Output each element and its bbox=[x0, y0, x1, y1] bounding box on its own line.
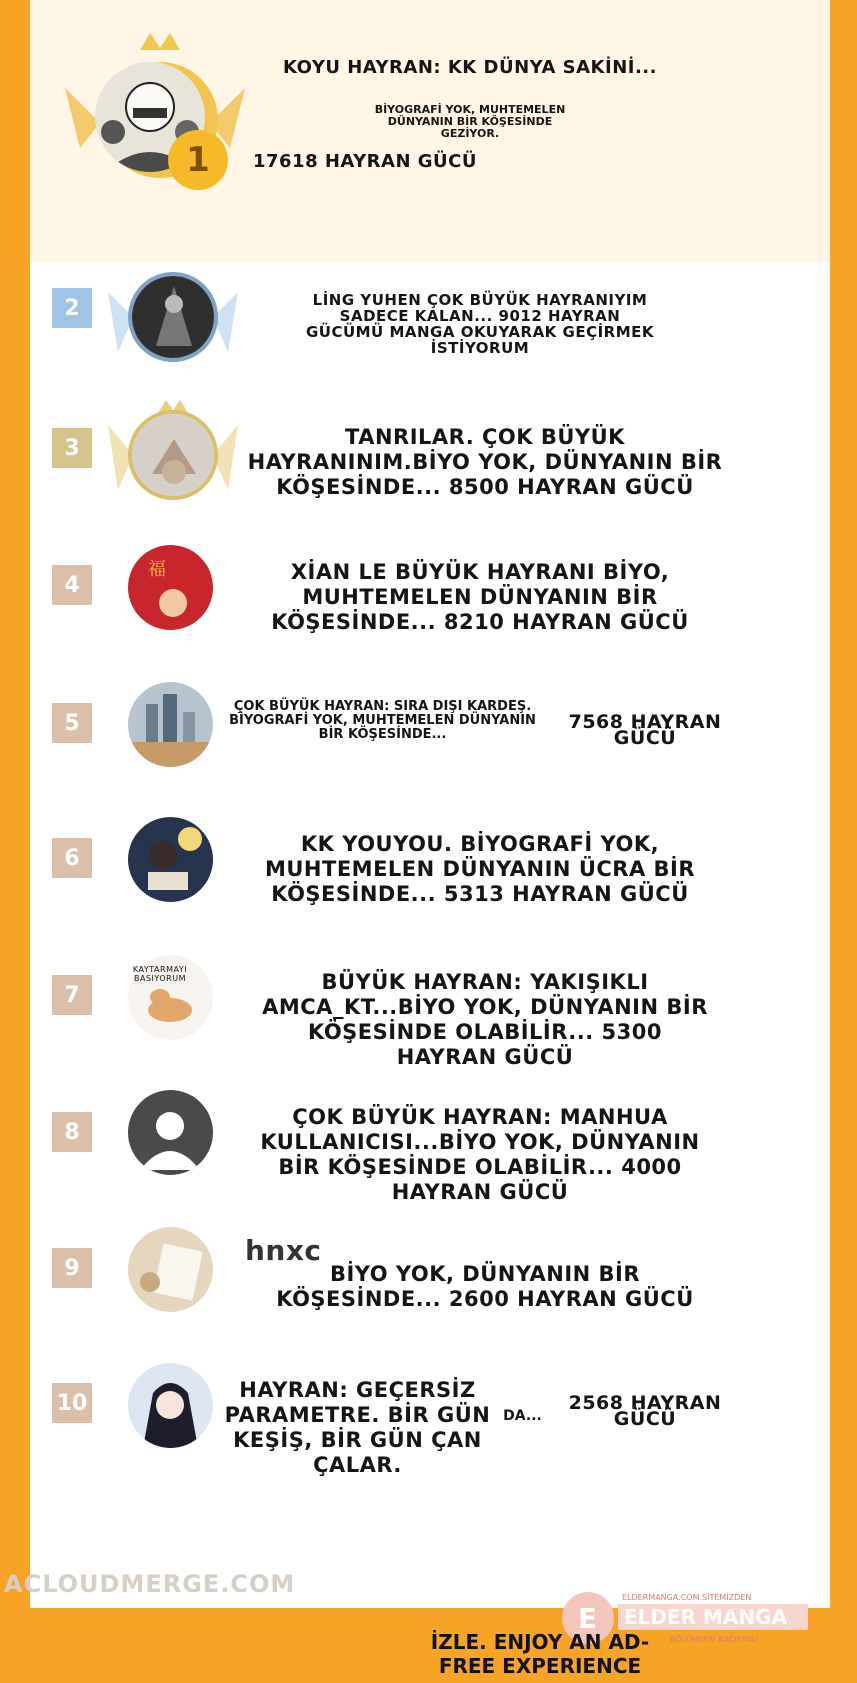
top-fan-bio: BİYOGRAFİ YOK, MUHTEMELEN DÜNYANIN BİR KÖŞESİNDE GEZİYOR. bbox=[374, 103, 566, 140]
rank-badge-3: 3 bbox=[52, 428, 92, 468]
watermark: ACLOUDMERGE.COM bbox=[4, 1570, 296, 1598]
rank-badge-6: 6 bbox=[52, 838, 92, 878]
row-text: BİYO YOK, DÜNYANIN BİR KÖŞESİNDE... 2600 HAYRAN GÜCÜ bbox=[276, 1262, 694, 1311]
row-power: 7568 HAYRAN GÜCÜ bbox=[568, 711, 722, 749]
avatar[interactable] bbox=[128, 545, 213, 630]
logo-tagline: ELDERMANGA.COM SİTEMİZDEN bbox=[622, 1593, 752, 1602]
rank-badge-4: 4 bbox=[52, 565, 92, 605]
row-extra: DA... bbox=[503, 1408, 542, 1424]
avatar[interactable] bbox=[128, 1090, 213, 1175]
row-name: hnxc bbox=[245, 1234, 322, 1267]
footer-text: İZLE. ENJOY AN AD-FREE EXPERIENCE bbox=[430, 1630, 650, 1678]
logo-name: ELDER MANGA bbox=[624, 1605, 788, 1629]
avatar[interactable] bbox=[128, 817, 213, 902]
row-text: XİAN LE BÜYÜK HAYRANI BİYO, MUHTEMELEN DÜNYANIN BİR KÖŞESİNDE... 8210 HAYRAN GÜCÜ bbox=[271, 560, 689, 634]
rank-badge-2: 2 bbox=[52, 288, 92, 328]
avatar[interactable] bbox=[128, 682, 213, 767]
row-text: ÇOK BÜYÜK HAYRAN: MANHUA KULLANICISI...BİYO YOK, DÜNYANIN BİR KÖŞESİNDE OLABİLİR... 4000 HAYRAN GÜCÜ bbox=[260, 1105, 700, 1204]
rank-badge-7: 7 bbox=[52, 975, 92, 1015]
rank-badge-10: 10 bbox=[52, 1383, 92, 1423]
top-fan-title: KOYU HAYRAN: KK DÜNYA SAKİNİ... bbox=[283, 57, 657, 78]
svg-text:福: 福 bbox=[148, 559, 166, 580]
avatar[interactable] bbox=[128, 1363, 213, 1448]
avatar-caption: KAYTARMAYI BASIYORUM bbox=[132, 965, 188, 983]
row-text: LİNG YUHEN ÇOK BÜYÜK HAYRANIYIM SADECE KALAN... 9012 HAYRAN GÜCÜMÜ MANGA OKUYARAK GEÇİRMEK İSTİYORUM bbox=[305, 291, 655, 357]
svg-text:E: E bbox=[578, 1602, 598, 1635]
rank-badge-5: 5 bbox=[52, 703, 92, 743]
avatar[interactable] bbox=[128, 1227, 213, 1312]
row-text: TANRILAR. ÇOK BÜYÜK HAYRANINIM.BİYO YOK, DÜNYANIN BİR KÖŞESİNDE... 8500 HAYRAN GÜCÜ bbox=[247, 425, 723, 499]
row-text: BÜYÜK HAYRAN: YAKIŞIKLI AMCA_KT...BİYO YOK, DÜNYANIN BİR KÖŞESİNDE OLABİLİR... 5300 HAYRAN GÜCÜ bbox=[262, 970, 708, 1069]
top-fan-power: 17618 HAYRAN GÜCÜ bbox=[252, 151, 478, 172]
logo-sub: BÖLÜMLERİ KAÇIRMA! bbox=[670, 1635, 758, 1644]
rank-badge-8: 8 bbox=[52, 1112, 92, 1152]
rank-badge-9: 9 bbox=[52, 1248, 92, 1288]
rank-badge-1: 1 bbox=[168, 130, 228, 190]
row-text: ÇOK BÜYÜK HAYRAN: SIRA DIŞI KARDEŞ. BİYOGRAFİ YOK, MUHTEMELEN DÜNYANIN BİR KÖŞESİNDE... bbox=[229, 699, 536, 742]
avatar[interactable] bbox=[128, 410, 218, 500]
row-text: KK YOUYOU. BİYOGRAFİ YOK, MUHTEMELEN DÜNYANIN ÜCRA BİR KÖŞESİNDE... 5313 HAYRAN GÜCÜ bbox=[264, 832, 696, 906]
avatar[interactable] bbox=[128, 272, 218, 362]
row-power: 2568 HAYRAN GÜCÜ bbox=[568, 1392, 722, 1430]
row-text: HAYRAN: GEÇERSİZ PARAMETRE. BİR GÜN KEŞİŞ, BİR GÜN ÇAN ÇALAR. bbox=[224, 1378, 491, 1477]
